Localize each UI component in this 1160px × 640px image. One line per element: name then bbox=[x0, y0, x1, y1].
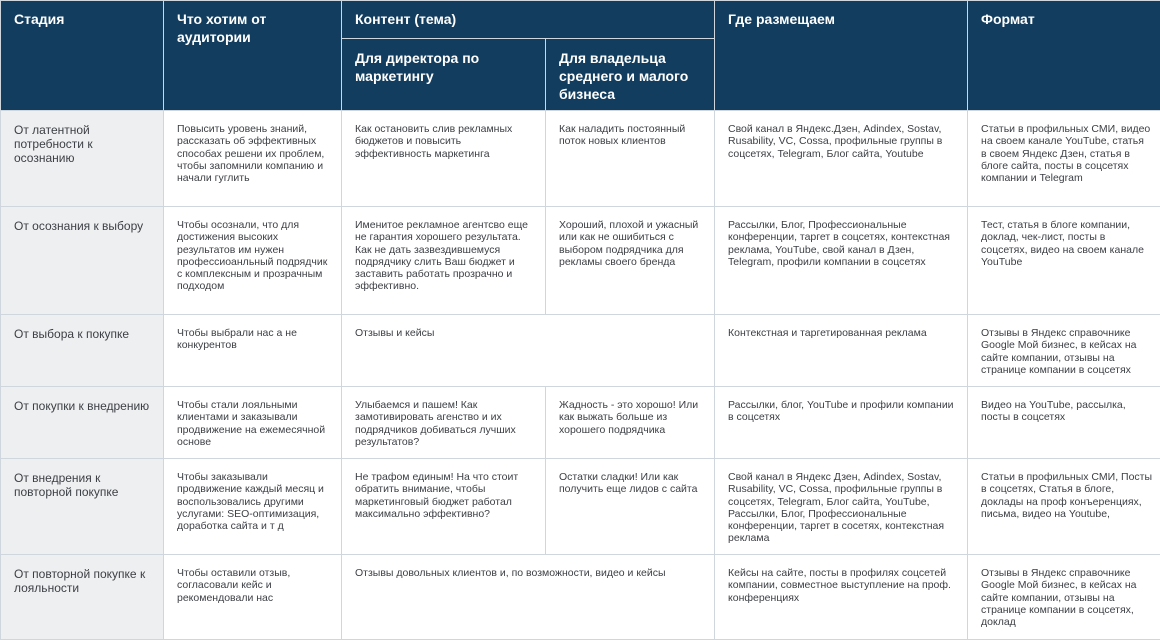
table-row bbox=[1, 555, 1160, 640]
cell-stage: От латентной потребности к осознанию bbox=[1, 111, 164, 207]
header-owner: Для владельца среднего и малого бизнеса bbox=[546, 39, 715, 111]
cell-stage: От повторной покупке к лояльности bbox=[1, 555, 164, 640]
header-where: Где размещаем bbox=[715, 1, 968, 111]
header-content: Контент (тема) bbox=[342, 1, 715, 39]
cell-owner: Как наладить постоянный поток новых клиентов bbox=[546, 111, 715, 207]
cell-format: Статьи в профильных СМИ, видео на своем канале YouTube, статья в своем Яндекс Дзен, статья в блоге сайта, посты в соцсетях компании и Telegram bbox=[968, 111, 1160, 207]
cell-director: Не трафом единым! На что стоит обратить внимание, чтобы маркетинговый бюджет работал максимально эффективно? bbox=[342, 459, 546, 555]
cell-where: Кейсы на сайте, посты в профилях соцсетей компании, совместное выступление на проф. конференциях bbox=[715, 555, 968, 640]
cell-owner: Жадность - это хорошо! Или как выжать больше из хорошего подрядчика bbox=[546, 387, 715, 459]
cell-want: Повысить уровень знаний, рассказать об эффективных способах решени их проблем, чтобы запомнили компанию и начали гуглить bbox=[164, 111, 342, 207]
cell-director: Улыбаемся и пашем! Как замотивировать агенство и их подрядчиков добиваться лучших результатов? bbox=[342, 387, 546, 459]
cell-want: Чтобы заказывали продвижение каждый месяц и воспользовались другими услугами: SEO-оптимизация, доработка сайта и т д bbox=[164, 459, 342, 555]
cell-content: Отзывы довольных клиентов и, по возможности, видео и кейсы bbox=[342, 555, 715, 640]
cell-format: Отзывы в Яндекс справочнике Google Мой бизнес, в кейсах на сайте компании, отзывы на странице компании в соцсетях, доклад bbox=[968, 555, 1160, 640]
cell-format: Тест, статья в блоге компании, доклад, чек-лист, посты в соцсетях, видео на своем канале YouTube bbox=[968, 207, 1160, 315]
header-want: Что хотим от аудитории bbox=[164, 1, 342, 111]
cell-where: Свой канал в Яндекс.Дзен, Adindex, Sostav, Rusability, VC, Cossa, профильные группы в соцсетях, Telegram, Блог сайта, Youtube bbox=[715, 111, 968, 207]
cell-want: Чтобы выбрали нас а не конкурентов bbox=[164, 315, 342, 387]
cell-stage: От выбора к покупке bbox=[1, 315, 164, 387]
cell-want: Чтобы осознали, что для достижения высоких результатов им нужен профессиоанльный подрядчик с комплексным и прозрачным подходом bbox=[164, 207, 342, 315]
cell-format: Видео на YouTube, рассылка, посты в соцсетях bbox=[968, 387, 1160, 459]
cell-where: Рассылки, Блог, Профессиональные конференции, таргет в соцсетях, контекстная реклама, YouTube, свой канал в Дзен, Telegram, профили компании в соцсетях bbox=[715, 207, 968, 315]
cell-director: Именитое рекламное агентсво еще не гарантия хорошего результата. Как не дать зазвездившемуся подрядчику слить Ваш бюджет и заставить работать прозрачно и эффективно. bbox=[342, 207, 546, 315]
cell-stage: От покупки к внедрению bbox=[1, 387, 164, 459]
cell-owner: Остатки сладки! Или как получить еще лидов с сайта bbox=[546, 459, 715, 555]
cell-owner: Хороший, плохой и ужасный или как не ошибиться с выбором подрядчика для рекламы своего бренда bbox=[546, 207, 715, 315]
header-stage: Стадия bbox=[1, 1, 164, 111]
table-row bbox=[1, 387, 1160, 459]
cell-content: Отзывы и кейсы bbox=[342, 315, 715, 387]
table-row bbox=[1, 111, 1160, 207]
cell-stage: От внедрения к повторной покупке bbox=[1, 459, 164, 555]
cell-want: Чтобы стали лояльными клиентами и заказывали продвижение на ежемесячной основе bbox=[164, 387, 342, 459]
table-row bbox=[1, 315, 1160, 387]
header-row-top bbox=[1, 1, 1160, 39]
header-director: Для директора по маркетингу bbox=[342, 39, 546, 111]
cell-director: Как остановить слив рекламных бюджетов и повысить эффективность маркетинга bbox=[342, 111, 546, 207]
cell-where: Рассылки, блог, YouTube и профили компании в соцсетях bbox=[715, 387, 968, 459]
cell-where: Свой канал в Яндекс Дзен, Adindex, Sostav, Rusability, VC, Cossa, профильные группы в соцсетях, Telegram, Блог сайта, YouTube, Рассылки, Блог, Профессиональные конференции, таргет в сосетях, контекстная реклама bbox=[715, 459, 968, 555]
cell-want: Чтобы оставили отзыв, согласовали кейс и рекомендовали нас bbox=[164, 555, 342, 640]
table-body bbox=[1, 111, 1160, 640]
table-header bbox=[1, 1, 1160, 111]
header-format: Формат bbox=[968, 1, 1160, 111]
cell-format: Отзывы в Яндекс справочнике Google Мой бизнес, в кейсах на сайте компании, отзывы на странице компании в соцсетях bbox=[968, 315, 1160, 387]
cell-format: Статьи в профильных СМИ, Посты в соцсетях, Статья в блоге, доклады на проф конъеренциях, письма, видео на Youtube, bbox=[968, 459, 1160, 555]
table-row bbox=[1, 207, 1160, 315]
table-row bbox=[1, 459, 1160, 555]
cell-stage: От осознания к выбору bbox=[1, 207, 164, 315]
cell-where: Контекстная и таргетированная реклама bbox=[715, 315, 968, 387]
